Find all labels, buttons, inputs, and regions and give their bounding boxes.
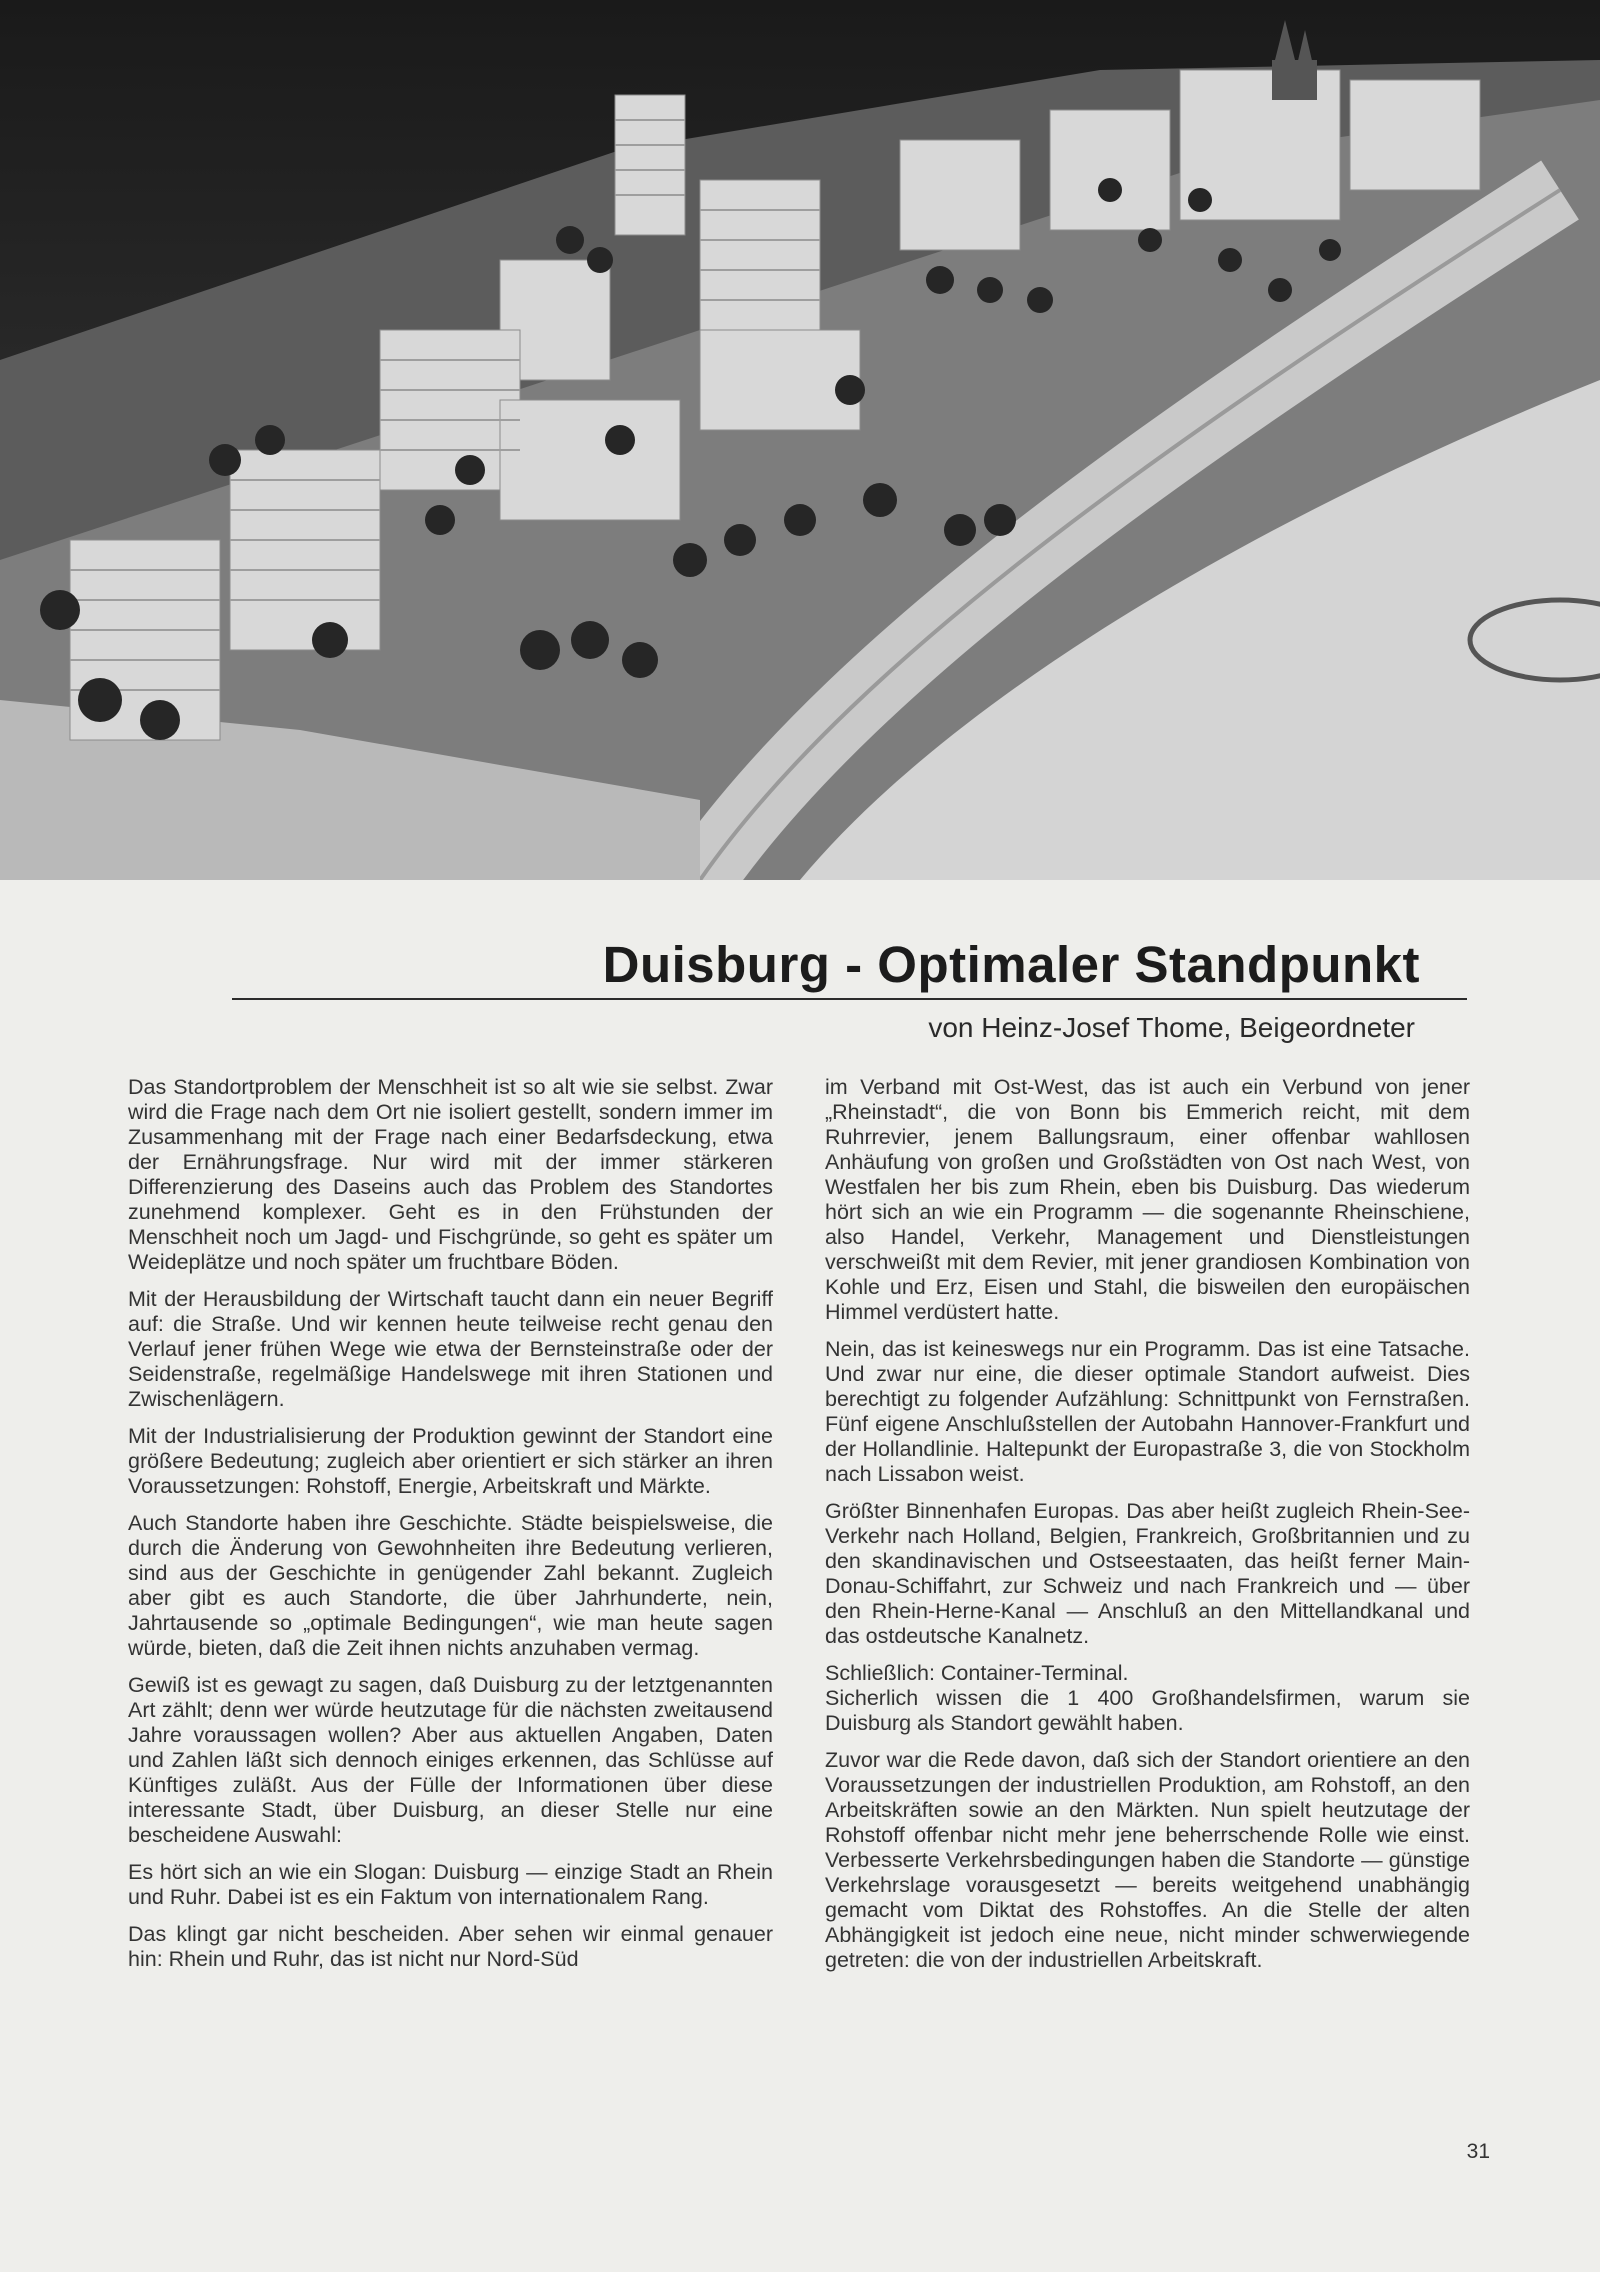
left-text-column <box>128 1075 773 1984</box>
paragraph: Gewiß ist es gewagt zu sagen, daß Duisburg zu der letztgenannten Art zählt; denn wer würde heutzutage für die nächsten zweitausend Jahre voraussagen wollen? Aber aus aktuellen Angaben, Daten und Zahlen läßt sich dennoch einiges erkennen, das Schlüsse auf Künftiges zuläßt. Aus der Fülle der Informationen über diese interessante Stadt, über Duisburg, an dieser Stelle nur eine bescheidene Auswahl: <box>128 1673 773 1847</box>
paragraph: Das Standortproblem der Menschheit ist so alt wie sie selbst. Zwar wird die Frage nach dem Ort nie isoliert gestellt, sondern immer im Zusammenhang mit der Frage nach einer Bedarfsdeckung, etwa der Ernährungsfrage. Nur wird mit der immer stärkeren Differenzierung des Daseins auch das Problem des Standortes zunehmend komplexer. Geht es in den Frühstunden der Menschheit noch um Jagd- und Fischgründe, so geht es später um Weideplätze und noch später um fruchtbare Böden. <box>128 1075 773 1274</box>
paragraph: Auch Standorte haben ihre Geschichte. Städte beispielsweise, die durch die Änderung von Gewohnheiten ihre Bedeutung verlieren, sind aus der Geschichte in genügender Zahl bekannt. Zugleich aber gibt es auch Standorte, die über Jahrhunderte, nein, Jahrtausende so „optimale Bedingungen“, wie man heute sagen würde, bieten, daß die Zeit ihnen nichts anzuhaben vermag. <box>128 1511 773 1660</box>
architectural-model-photo <box>0 0 1600 880</box>
paragraph: Mit der Industrialisierung der Produktion gewinnt der Standort eine größere Bedeutung; zugleich aber orientiert er sich stärker an ihren Voraussetzungen: Rohstoff, Energie, Arbeitskraft und Märkte. <box>128 1424 773 1498</box>
page-number: 31 <box>1466 2140 1490 2163</box>
paragraph: Nein, das ist keineswegs nur ein Programm. Das ist eine Tatsache. Und zwar nur eine, die dieser optimale Standort aufweist. Dies berechtigt zu folgender Aufzählung: Schnittpunkt von Fernstraßen. Fünf eigene Anschlußstellen der Autobahn Hannover-Frankfurt und der Hollandlinie. Haltepunkt der Europastraße 3, die von Stockholm nach Lissabon weist. <box>825 1337 1470 1486</box>
right-text-column <box>825 1075 1470 1985</box>
city-model-illustration <box>0 0 1600 880</box>
paragraph: Das klingt gar nicht bescheiden. Aber sehen wir einmal genauer hin: Rhein und Ruhr, das ist nicht nur Nord-Süd <box>128 1922 773 1971</box>
article-byline: von Heinz-Josef Thome, Beigeordneter <box>928 1012 1415 1043</box>
paragraph: Mit der Herausbildung der Wirtschaft taucht dann ein neuer Begriff auf: die Straße. Und wir kennen heute teilweise recht genau den Verlauf jener frühen Wege wie etwa der Bernsteinstraße oder der Seidenstraße, regelmäßige Handelswege mit ihren Stationen und Zwischenlägern. <box>128 1287 773 1411</box>
paragraph: Sicherlich wissen die 1 400 Großhandelsfirmen, warum sie Duisburg als Standort gewählt haben. <box>825 1686 1470 1735</box>
paragraph: Zuvor war die Rede davon, daß sich der Standort orientiere an den Voraussetzungen der industriellen Produktion, am Rohstoff, an den Arbeitskräften sowie an den Märkten. Nun spielt heutzutage der Rohstoff offenbar nicht mehr jene beherrschende Rolle wie einst. Verbesserte Verkehrsbedingungen haben die Standorte — günstige Verkehrslage vorausgesetzt — bereits weitgehend unabhängig gemacht vom Diktat des Rohstoffes. An die Stelle der alten Abhängigkeit ist jedoch eine neue, nicht minder schwerwiegende getreten: die von der industriellen Arbeitskraft. <box>825 1748 1470 1972</box>
paragraph: Es hört sich an wie ein Slogan: Duisburg — einzige Stadt an Rhein und Ruhr. Dabei ist es ein Faktum von internationalem Rang. <box>128 1860 773 1909</box>
paragraph: im Verband mit Ost-West, das ist auch ein Verbund von jener „Rheinstadt“, die von Bonn bis Emmerich reicht, mit dem Ruhrrevier, jenem Ballungsraum, einer offenbar wahllosen Anhäufung von großen und Großstädten von Ost nach West, von Westfalen her bis zum Rhein, eben bis Duisburg. Das wiederum hört sich an wie ein Programm — die sogenannte Rheinschiene, also Handel, Verkehr, Management und Dienstleistungen verschweißt mit dem Revier, mit jener grandiosen Kombination von Kohle und Erz, Eisen und Stahl, die bisweilen den europäischen Himmel verdüstert hatte. <box>825 1075 1470 1324</box>
article-title: Duisburg - Optimaler Standpunkt <box>602 936 1420 993</box>
paragraph: Größter Binnenhafen Europas. Das aber heißt zugleich Rhein-See-Verkehr nach Holland, Belgien, Frankreich, Großbritannien und zu den skandinavischen und Ostseestaaten, das heißt ferner Main-Donau-Schiffahrt, zur Schweiz und nach Frankreich und — über den Rhein-Herne-Kanal — Anschluß an den Mittellandkanal und das ostdeutsche Kanalnetz. <box>825 1499 1470 1648</box>
paragraph: Schließlich: Container-Terminal. <box>825 1661 1129 1685</box>
title-divider <box>232 998 1467 1000</box>
